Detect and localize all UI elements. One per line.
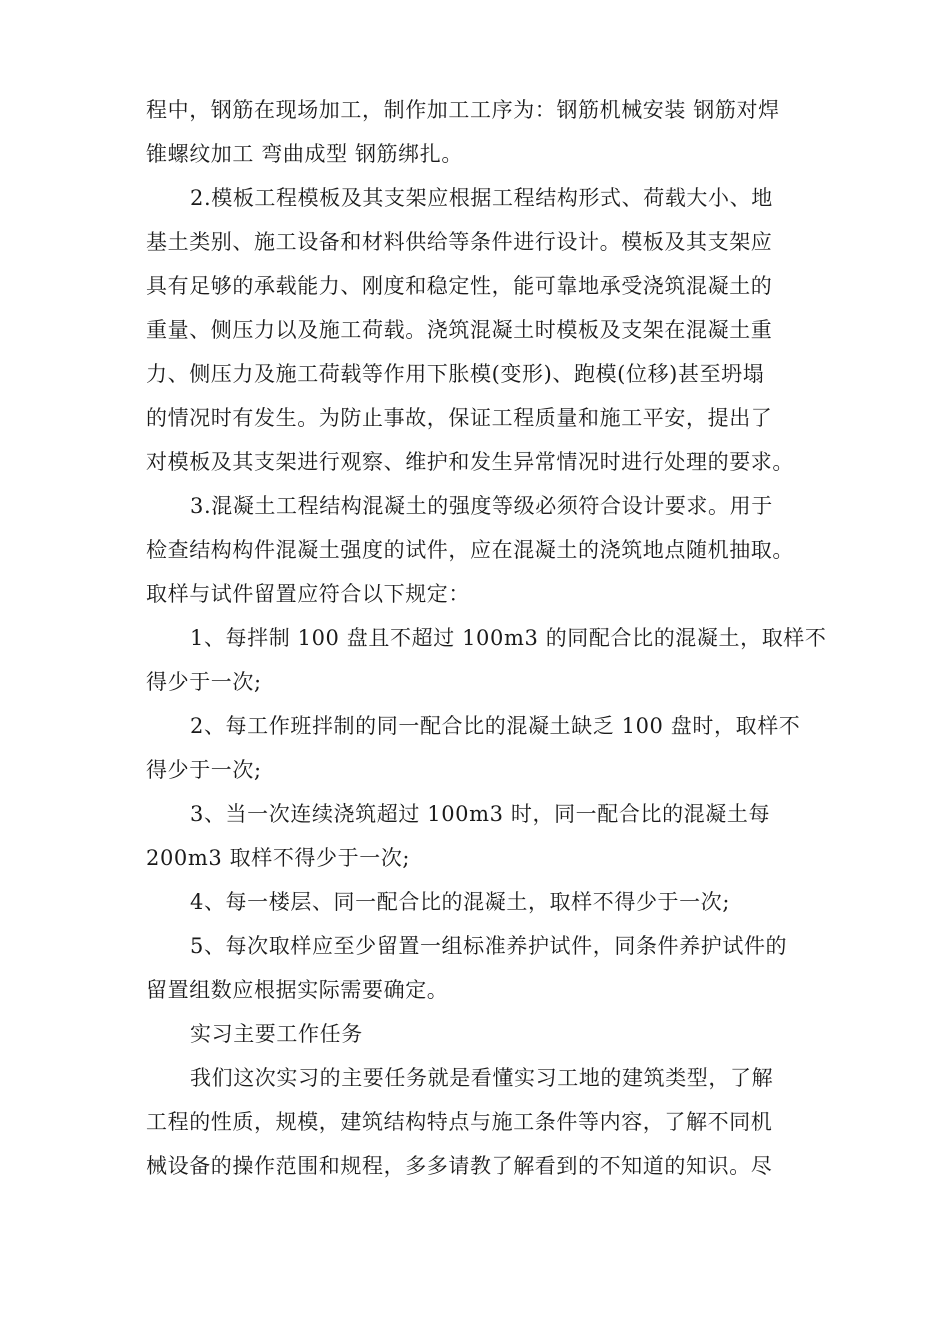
- text-line: 3.混凝土工程结构混凝土的强度等级必须符合设计要求。用于: [190, 494, 773, 518]
- text-line: 5、每次取样应至少留置一组标准养护试件，同条件养护试件的: [190, 934, 788, 958]
- text-line: 重量、侧压力以及施工荷载。浇筑混凝土时模板及支架在混凝土重: [146, 318, 773, 342]
- text-line: 3、当一次连续浇筑超过 100m3 时，同一配合比的混凝土每: [190, 802, 771, 826]
- text-line: 实习主要工作任务: [190, 1022, 363, 1046]
- text-line: 的情况时有发生。为防止事故，保证工程质量和施工平安，提出了: [146, 406, 773, 430]
- text-line: 我们这次实习的主要任务就是看懂实习工地的建筑类型，了解: [190, 1066, 774, 1090]
- text-line: 得少于一次;: [146, 758, 262, 782]
- text-line: 具有足够的承载能力、刚度和稳定性，能可靠地承受浇筑混凝土的: [146, 274, 773, 298]
- text-line: 2、每工作班拌制的同一配合比的混凝土缺乏 100 盘时，取样不: [190, 714, 801, 738]
- text-line: 2.模板工程模板及其支架应根据工程结构形式、荷载大小、地: [190, 186, 773, 210]
- text-line: 械设备的操作范围和规程，多多请教了解看到的不知道的知识。尽: [146, 1154, 773, 1178]
- text-line: 基土类别、施工设备和材料供给等条件进行设计。模板及其支架应: [146, 230, 773, 254]
- document-body: [146, 88, 827, 1188]
- text-line: 得少于一次;: [146, 670, 262, 694]
- text-line: 留置组数应根据实际需要确定。: [146, 978, 449, 1002]
- text-line: 检查结构构件混凝土强度的试件，应在混凝土的浇筑地点随机抽取。: [146, 538, 794, 562]
- text-line: 200m3 取样不得少于一次;: [146, 846, 411, 870]
- text-line: 对模板及其支架进行观察、维护和发生异常情况时进行处理的要求。: [146, 450, 794, 474]
- text-line: 锥螺纹加工 弯曲成型 钢筋绑扎。: [146, 142, 463, 166]
- text-line: 1、每拌制 100 盘且不超过 100m3 的同配合比的混凝土，取样不: [190, 626, 827, 650]
- text-line: 工程的性质，规模，建筑结构特点与施工条件等内容，了解不同机: [146, 1110, 773, 1134]
- text-line: 4、每一楼层、同一配合比的混凝土，取样不得少于一次;: [190, 890, 731, 914]
- text-line: 取样与试件留置应符合以下规定：: [146, 582, 470, 606]
- text-line: 程中，钢筋在现场加工，制作加工工序为：钢筋机械安装 钢筋对焊: [146, 98, 780, 122]
- text-line: 力、侧压力及施工荷载等作用下胀模(变形)、跑模(位移)甚至坍塌: [146, 362, 765, 386]
